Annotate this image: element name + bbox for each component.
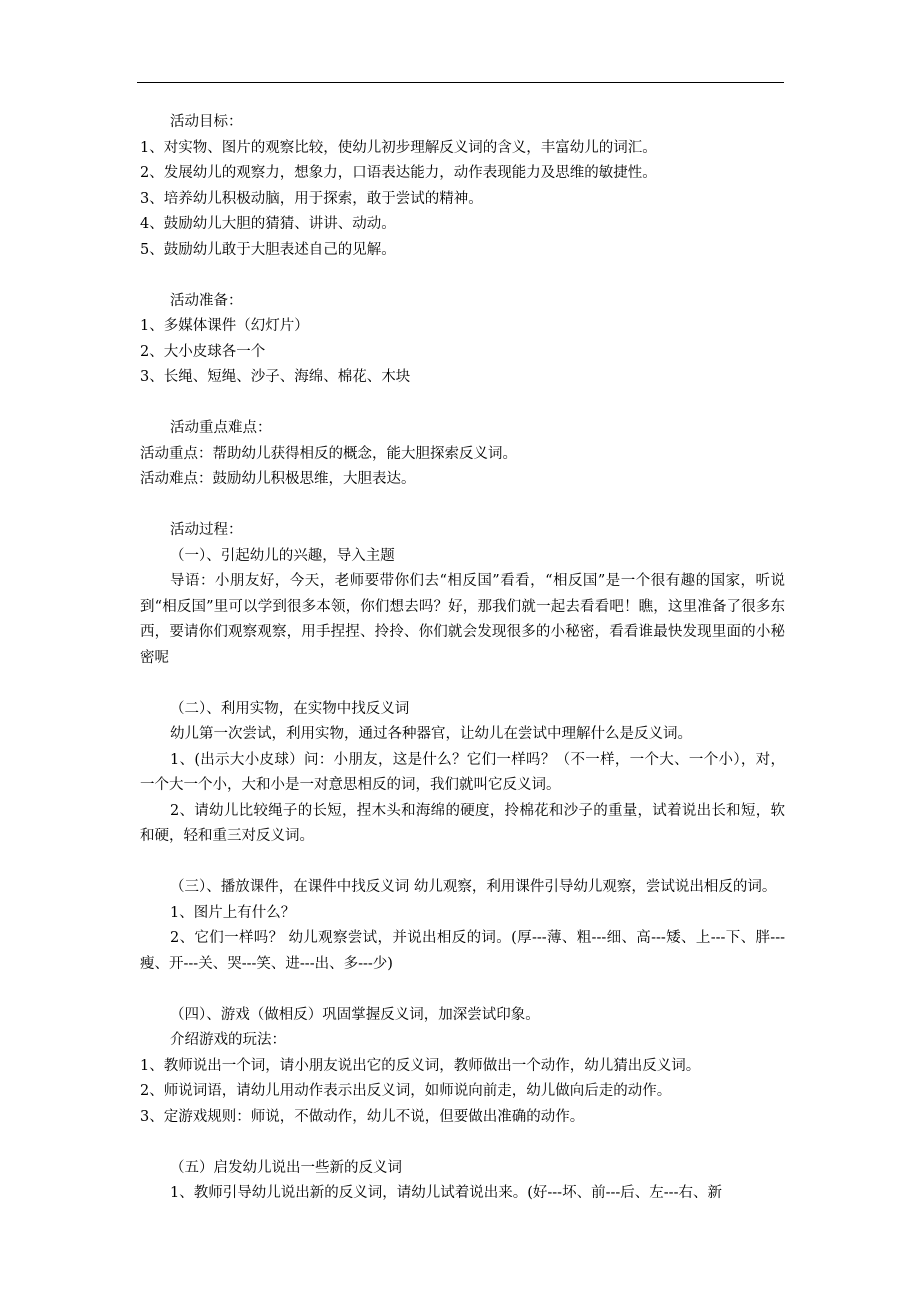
section-2-item: 2、请幼儿比较绳子的长短，捏木头和海绵的硬度，拎棉花和沙子的重量，试着说出长和短，软和硬，轻和重三对反义词。 — [140, 802, 785, 844]
section-2-intro: 幼儿第一次尝试，利用实物，通过各种器官，让幼儿在尝试中理解什么是反义词。 — [170, 726, 692, 742]
preparation-heading: 活动准备： — [170, 292, 243, 309]
section-3-item: 2、它们一样吗？ 幼儿观察尝试，并说出相反的词。(厚---薄、粗---细、高---矮、上---下、胖---瘦、开---关、哭---笑、进---出、多---少) — [140, 930, 785, 972]
focus-difficulty: 活动难点：鼓励幼儿积极思维，大胆表达。 — [140, 471, 416, 487]
document-body — [140, 110, 785, 1207]
section-1-text: 导语：小朋友好，今天，老师要带你们去“相反国”看看，“相反国”是一个很有趣的国家，听说到“相反国”里可以学到很多本领，你们想去吗？好，那我们就一起去看看吧！瞧，这里准备了很多东西，要请你们观察观察，用手捏捏、拎拎、你们就会发现很多的小秘密，看看谁最快发现里面的小秘密呢 — [140, 573, 785, 666]
section-3-title: （三）、播放课件，在课件中找反义词 幼儿观察，利用课件引导幼儿观察，尝试说出相反的词。 — [170, 879, 777, 895]
section-4-item: 3、定游戏规则：师说，不做动作，幼儿不说，但要做出准确的动作。 — [140, 1108, 585, 1125]
preparation-item: 3、长绳、短绳、沙子、海绵、棉花、木块 — [140, 369, 411, 385]
section-2-title: （二）、利用实物，在实物中找反义词 — [170, 700, 410, 717]
process-heading: 活动过程： — [170, 522, 243, 538]
goals-item: 4、鼓励幼儿大胆的猜猜、讲讲、动动。 — [140, 216, 396, 232]
goals-item: 5、鼓励幼儿敢于大胆表述自己的见解。 — [140, 241, 396, 258]
section-4-item: 1、教师说出一个词，请小朋友说出它的反义词，教师做出一个动作，幼儿猜出反义词。 — [140, 1057, 701, 1074]
section-4-title: （四）、游戏（做相反）巩固掌握反义词，加深尝试印象。 — [170, 1006, 540, 1023]
goals-item: 1、对实物、图片的观察比较，使幼儿初步理解反义词的含义，丰富幼儿的词汇。 — [140, 139, 657, 156]
section-4-item: 2、师说词语，请幼儿用动作表示出反义词，如师说向前走，幼儿做向后走的动作。 — [140, 1083, 672, 1099]
goals-item: 3、培养幼儿积极动脑，用于探索，敢于尝试的精神。 — [140, 190, 483, 207]
header-rule — [137, 82, 784, 83]
section-4-intro: 介绍游戏的玩法： — [170, 1032, 286, 1048]
section-3-item: 1、图片上有什么？ — [170, 904, 296, 921]
preparation-item: 2、大小皮球各一个 — [140, 343, 266, 360]
goals-item: 2、发展幼儿的观察力，想象力，口语表达能力，动作表现能力及思维的敏捷性。 — [140, 165, 657, 181]
focus-heading: 活动重点难点： — [170, 420, 272, 436]
focus-key-point: 活动重点：帮助幼儿获得相反的概念，能大胆探索反义词。 — [140, 445, 517, 462]
section-5-title: （五）启发幼儿说出一些新的反义词 — [170, 1159, 402, 1176]
goals-heading: 活动目标： — [170, 114, 243, 130]
section-1-title: （一）、引起幼儿的兴趣，导入主题 — [170, 547, 395, 564]
section-5-item: 1、教师引导幼儿说出新的反义词，请幼儿试着说出来。(好---坏、前---后、左---右、新 — [170, 1185, 722, 1201]
section-2-item: 1、(出示大小皮球）问：小朋友，这是什么？它们一样吗？（不一样，一个大、一个小），对，一个大一个小，大和小是一对意思相反的词，我们就叫它反义词。 — [140, 751, 785, 793]
preparation-item: 1、多媒体课件（幻灯片） — [140, 318, 309, 334]
